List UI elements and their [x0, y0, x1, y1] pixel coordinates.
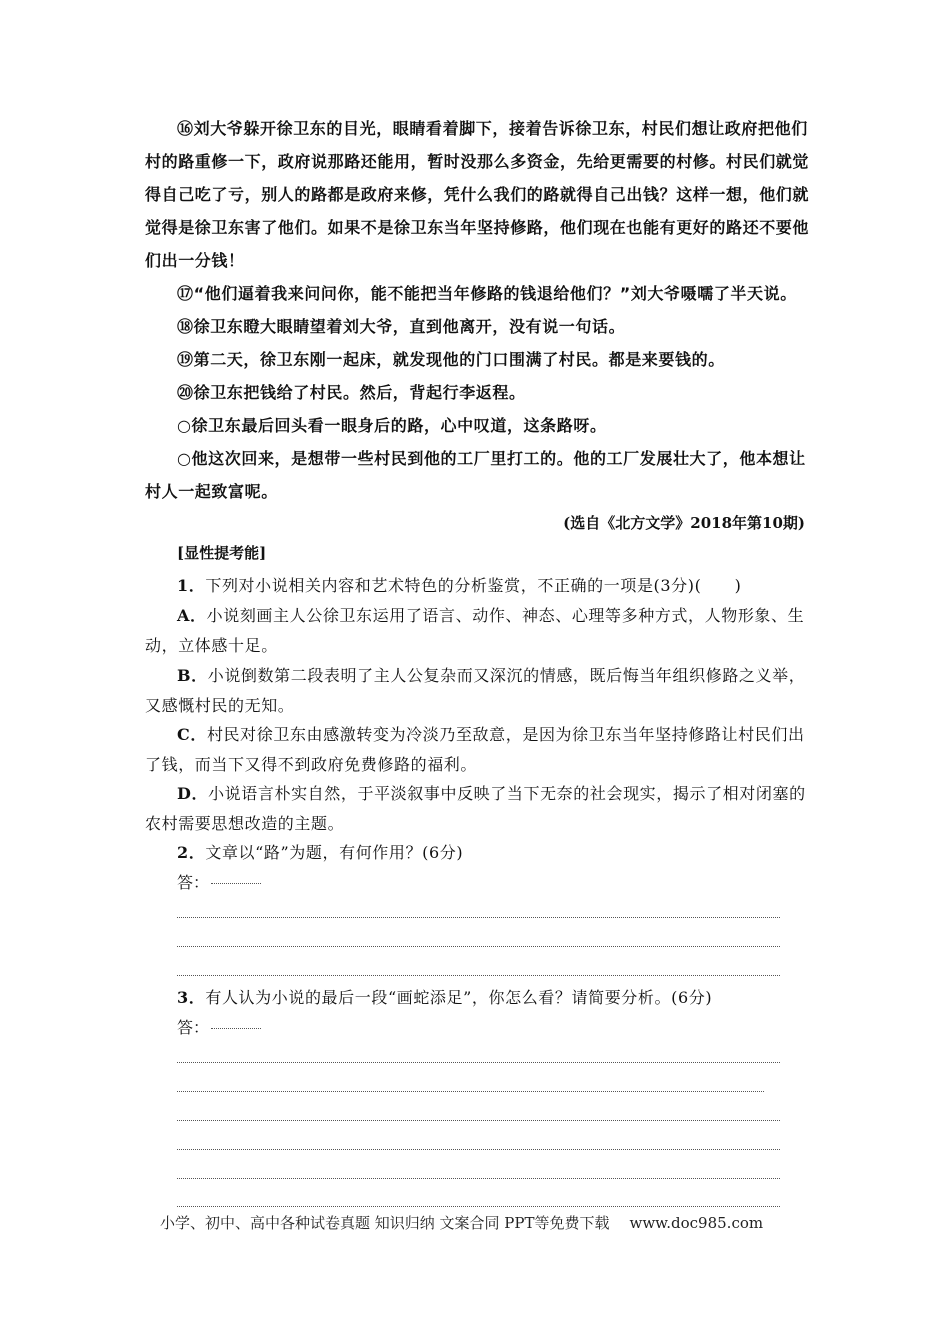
answer-3-line[interactable]	[177, 1206, 780, 1207]
question-2-text: 文章以“路”为题，有何作用？(6分)	[205, 843, 464, 862]
option-c	[145, 720, 815, 780]
answer-2-line[interactable]	[177, 917, 780, 918]
answer-3-line[interactable]	[177, 1178, 780, 1179]
question-2	[177, 838, 463, 868]
option-a-text: 小说刻画主人公徐卫东运用了语言、动作、神态、心理等多种方式，人物形象、生动，立体感十足。	[145, 606, 805, 655]
question-1-number: 1．	[177, 576, 206, 595]
story-paragraph-22: ○他这次回来，是想带一些村民到他的工厂里打工的。他的工厂发展壮大了，他本想让村人一起致富呢。	[145, 449, 806, 501]
option-d	[145, 779, 815, 839]
question-1-text: 下列对小说相关内容和艺术特色的分析鉴赏，不正确的一项是(3分)( )	[205, 576, 742, 595]
story-paragraph-21: ○徐卫东最后回头看一眼身后的路，心中叹道，这条路呀。	[177, 416, 607, 435]
section-title: [显性提考能]	[177, 544, 267, 562]
question-3	[177, 983, 712, 1013]
story-paragraph-18: ⑱徐卫东瞪大眼睛望着刘大爷，直到他离开，没有说一句话。	[177, 317, 626, 336]
page-footer	[160, 1210, 763, 1236]
option-b	[145, 661, 815, 721]
answer-3-line[interactable]	[177, 1149, 780, 1150]
answer-3-line[interactable]	[177, 1120, 780, 1121]
option-d-label: D．	[177, 784, 209, 803]
story-paragraph-16: ⑯刘大爷躲开徐卫东的目光，眼睛看着脚下，接着告诉徐卫东，村民们想让政府把他们村的路重修一下，政府说那路还能用，暂时没那么多资金，先给更需要的村修。村民们就觉得自己吃了亏，别人的路都是政府来修，凭什么我们的路就得自己出钱？这样一想，他们就觉得是徐卫东害了他们。如果不是徐卫东当年坚持修路，他们现在也能有更好的路还不要他们出一分钱！	[145, 119, 810, 270]
option-c-text: 村民对徐卫东由感激转变为冷淡乃至敌意，是因为徐卫东当年坚持修路让村民们出了钱，而当下又得不到政府免费修路的福利。	[145, 725, 805, 774]
answer-3-label-text: 答：	[177, 1018, 210, 1037]
question-1	[177, 571, 742, 601]
question-2-number: 2．	[177, 843, 206, 862]
question-3-number: 3．	[177, 988, 206, 1007]
answer-2-line[interactable]	[177, 946, 780, 947]
answer-3-line[interactable]	[177, 1091, 764, 1092]
answer-2-line[interactable]	[177, 975, 780, 976]
answer-3-stub-line[interactable]	[211, 1028, 261, 1029]
option-a	[145, 601, 815, 661]
answer-3-line[interactable]	[177, 1062, 780, 1063]
option-b-label: B．	[177, 666, 208, 685]
question-3-text: 有人认为小说的最后一段“画蛇添足”，你怎么看？请简要分析。(6分)	[205, 988, 713, 1007]
story-paragraph-20: ⑳徐卫东把钱给了村民。然后，背起行李返程。	[177, 383, 526, 402]
footer-text: 小学、初中、高中各种试卷真题 知识归纳 文案合同 PPT等免费下载	[160, 1214, 610, 1232]
answer-3-label[interactable]	[177, 1013, 261, 1043]
story-paragraph-19: ⑲第二天，徐卫东刚一起床，就发现他的门口围满了村民。都是来要钱的。	[177, 350, 725, 369]
option-b-text: 小说倒数第二段表明了主人公复杂而又深沉的情感，既后悔当年组织修路之义举，又感慨村民的无知。	[145, 666, 806, 715]
source-citation: (选自《北方文学》2018年第10期)	[563, 514, 805, 532]
option-c-label: C．	[177, 725, 207, 744]
footer-site-link[interactable]: www.doc985.com	[629, 1214, 764, 1232]
answer-2-stub-line[interactable]	[211, 883, 261, 884]
option-d-text: 小说语言朴实自然，于平淡叙事中反映了当下无奈的社会现实，揭示了相对闭塞的农村需要思想改造的主题。	[145, 784, 806, 833]
story-paragraph-17: ⑰“他们逼着我来问问你，能不能把当年修路的钱退给他们？”刘大爷嗫嚅了半天说。	[177, 284, 797, 303]
answer-2-label[interactable]	[177, 868, 261, 898]
option-a-label: A．	[177, 606, 207, 625]
answer-2-label-text: 答：	[177, 873, 210, 892]
